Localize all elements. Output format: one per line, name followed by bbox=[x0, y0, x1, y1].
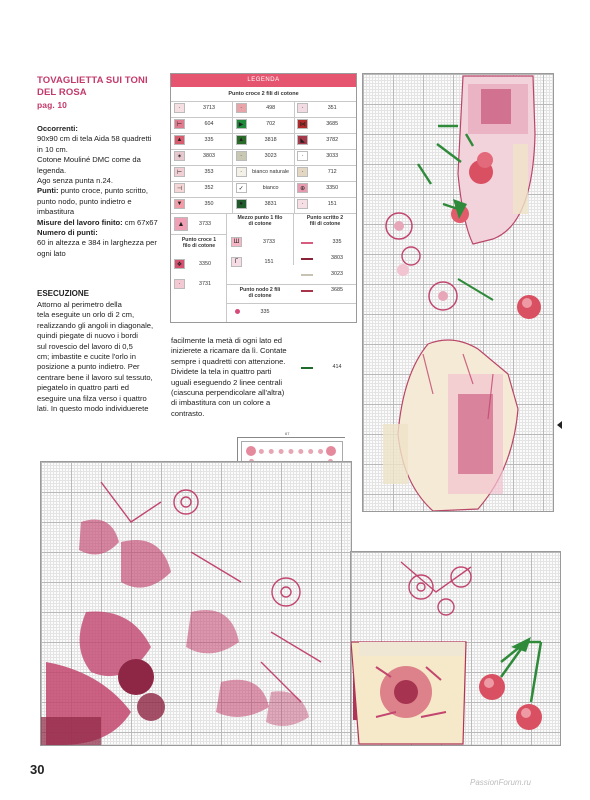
legend-code: 151 bbox=[264, 259, 274, 265]
legend-code: 351 bbox=[327, 105, 337, 111]
execution-line: di imbastitura con un colore a bbox=[171, 398, 271, 408]
legend-symbol bbox=[174, 217, 188, 231]
legend-code: 712 bbox=[327, 169, 337, 175]
legend-swatch-icon: ⊕ bbox=[297, 183, 308, 193]
page-number: 30 bbox=[30, 762, 45, 777]
execution-line: sempre i quadretti con attenzione. bbox=[171, 356, 286, 366]
legend-code: 335 bbox=[332, 239, 342, 245]
execution-col1 bbox=[37, 300, 169, 414]
legend-swatch-icon: · bbox=[297, 167, 308, 177]
page-reference: pag. 10 bbox=[37, 100, 67, 110]
materials-block bbox=[37, 124, 169, 259]
punti-line: punto croce, punto scritto, bbox=[58, 186, 149, 196]
legend-code: bianco naturale bbox=[252, 169, 290, 175]
execution-line: quindi piegate di nuovo i bordi bbox=[37, 331, 138, 341]
occorrenti-line: in 10 cm. bbox=[37, 144, 68, 154]
cross-stitch-heading: Punto croce 2 fili di cotone bbox=[171, 87, 356, 102]
backstitch-heading-line: fili di cotone bbox=[309, 221, 341, 227]
watermark: PassionForum.ru bbox=[470, 778, 531, 787]
backstitch-line-icon bbox=[301, 290, 313, 292]
chart-top-right bbox=[362, 73, 554, 512]
execution-line: contrasto. bbox=[171, 408, 205, 418]
legend-code: 353 bbox=[204, 169, 214, 175]
legend-code: 3818 bbox=[264, 137, 277, 143]
legend-swatch-icon: ▲ bbox=[236, 135, 247, 145]
legend-swatch-icon: · bbox=[297, 199, 308, 209]
legend-swatch-icon: ❖ bbox=[174, 259, 185, 269]
legend-code: 335 bbox=[204, 137, 214, 143]
chart-bottom-left bbox=[40, 461, 352, 746]
knot-heading-line: di cotone bbox=[248, 293, 272, 299]
execution-line: Attorno al perimetro della bbox=[37, 300, 122, 309]
misure-label: Misure del lavoro finito: bbox=[37, 217, 123, 227]
center-arrow-icon bbox=[557, 421, 562, 429]
execution-line: sul rovescio del lavoro di 0,5 bbox=[37, 341, 133, 351]
execution-line: posizione a punto indietro. Per bbox=[37, 362, 140, 372]
backstitch-heading-line: Punto scritto 2 bbox=[306, 215, 344, 221]
backstitch-line-icon bbox=[301, 258, 313, 260]
cross1-heading-line: filo di cotone bbox=[182, 243, 216, 249]
legend-code: 3685 bbox=[331, 287, 343, 293]
occorrenti-line: Cotone Mouliné DMC come da bbox=[37, 155, 141, 165]
legend-swatch-icon: ◣ bbox=[297, 135, 308, 145]
execution-line: (ciascuna perpendicolare all'altra) bbox=[171, 388, 285, 398]
title-line-2: DEL ROSA bbox=[37, 87, 87, 98]
legend-code: 498 bbox=[266, 105, 276, 111]
execution-line: Dividete la tela in quattro parti bbox=[171, 367, 272, 377]
cups-motif bbox=[363, 74, 553, 511]
legend-swatch-icon: ▶ bbox=[236, 119, 247, 129]
legend-code: 604 bbox=[204, 121, 214, 127]
legend-code: 3733 bbox=[199, 221, 211, 227]
legend-code: 3023 bbox=[264, 153, 277, 159]
cross1-heading-line: Punto croce 1 bbox=[181, 237, 217, 243]
legend-swatch-icon: · bbox=[236, 167, 247, 177]
half-heading-line: di cotone bbox=[248, 221, 272, 227]
dim-top: 67 bbox=[285, 431, 290, 436]
execution-line: piegatelo in quattro parti ed bbox=[37, 383, 130, 393]
execution-line: facilmente la metà di ogni lato ed bbox=[171, 336, 283, 345]
execution-line: tela eseguite un orlo di 2 cm, bbox=[37, 310, 135, 320]
legend-swatch-icon: Ш bbox=[231, 237, 242, 247]
swatch-icon: ▲ bbox=[177, 221, 185, 228]
legend-code: 3831 bbox=[264, 201, 277, 207]
legend-code: 3803 bbox=[203, 153, 215, 159]
numero-label: Numero di punti: bbox=[37, 228, 98, 238]
legend-swatch-icon: ⊣ bbox=[174, 183, 185, 193]
legend-title: LEGENDA bbox=[171, 74, 356, 87]
legend-swatch-icon: ▲ bbox=[174, 135, 185, 145]
legend-code: 3731 bbox=[199, 281, 211, 287]
legend-swatch-icon: ✓ bbox=[236, 183, 247, 193]
cross1-heading bbox=[173, 237, 225, 249]
legend-swatch-icon: ⊢ bbox=[174, 167, 185, 177]
numero-line: 60 in altezza e 384 in larghezza per bbox=[37, 238, 157, 248]
chart-bottom-right bbox=[350, 551, 561, 746]
legend-code: 3733 bbox=[263, 239, 275, 245]
legend-code: 151 bbox=[327, 201, 337, 207]
backstitch-line-icon bbox=[301, 274, 313, 276]
mug-motif bbox=[351, 552, 560, 745]
legend-swatch-icon: ⊢ bbox=[174, 119, 185, 129]
article-title bbox=[37, 75, 167, 111]
legend-code: 3350 bbox=[199, 261, 211, 267]
occorrenti-line: 90x90 cm di tela Aida 58 quadretti bbox=[37, 134, 152, 144]
legend-swatch-icon: ▼ bbox=[174, 199, 185, 209]
legend-swatch-icon: · bbox=[297, 103, 308, 113]
half-stitch-heading bbox=[228, 215, 292, 227]
knot-dot-icon bbox=[235, 309, 240, 314]
occorrenti-line: legenda. bbox=[37, 165, 67, 175]
execution-line: lati. In questo modo individuerete bbox=[37, 404, 149, 414]
occorrenti-line: Ago senza punta n.24. bbox=[37, 176, 113, 186]
floral-motif bbox=[41, 462, 351, 745]
legend-code: 3033 bbox=[326, 153, 339, 159]
legend-code: 3023 bbox=[331, 271, 343, 277]
legend-swatch-icon: Г bbox=[231, 257, 242, 267]
legend-code: 352 bbox=[204, 185, 214, 191]
knot-heading-line: Punto nodo 2 fili bbox=[239, 287, 281, 293]
legend-code: 3685 bbox=[326, 121, 339, 127]
execution-col2 bbox=[171, 336, 311, 419]
title-line-1: TOVAGLIETTA SUI TONI bbox=[37, 75, 148, 86]
execution-heading: ESECUZIONE bbox=[37, 289, 90, 298]
knot-heading bbox=[228, 287, 292, 299]
legend-swatch-icon: · bbox=[174, 103, 185, 113]
backstitch-line-icon bbox=[301, 242, 313, 244]
legend-swatch-icon: ✶ bbox=[174, 151, 185, 161]
legend-swatch-icon: ● bbox=[236, 199, 247, 209]
execution-line: cm; imbastite e cucite l'orlo in bbox=[37, 352, 136, 362]
punti-line: punto nodo, punto indietro e bbox=[37, 196, 132, 206]
execution-line: centrare bene il lavoro sul tessuto, bbox=[37, 372, 153, 382]
legend-code: 3350 bbox=[326, 185, 339, 191]
legend-code: 702 bbox=[266, 121, 276, 127]
execution-line: uguali eseguendo 2 linee centrali bbox=[171, 377, 283, 387]
half-heading-line: Mezzo punto 1 filo bbox=[237, 215, 283, 221]
legend-swatch-icon: · bbox=[297, 151, 308, 161]
legend-code: 350 bbox=[204, 201, 214, 207]
legend-code: 3803 bbox=[331, 255, 343, 261]
legend-swatch-icon: · bbox=[174, 279, 185, 289]
occorrenti-label: Occorrenti: bbox=[37, 124, 78, 133]
backstitch-line-icon bbox=[301, 367, 313, 369]
punti-line: imbastitura bbox=[37, 207, 75, 217]
legend-code: 3782 bbox=[326, 137, 339, 143]
legend-swatch-icon: ⋈ bbox=[297, 119, 308, 129]
legend-swatch-icon: · bbox=[236, 103, 247, 113]
legend-code: 414 bbox=[332, 364, 342, 370]
numero-line: ogni lato bbox=[37, 248, 66, 258]
punti-label: Punti: bbox=[37, 186, 59, 196]
legend-swatch-icon: · bbox=[236, 151, 247, 161]
backstitch-heading bbox=[295, 215, 355, 227]
legend-code: 3713 bbox=[203, 105, 215, 111]
knot-code: 335 bbox=[260, 309, 270, 315]
execution-line: eseguire una filza verso i quattro bbox=[37, 393, 147, 403]
misure-value: cm 67x67 bbox=[122, 217, 158, 227]
legend-code: bianco bbox=[262, 185, 279, 191]
execution-line: inizierete a ricamare da lì. Contate bbox=[171, 346, 287, 356]
execution-line: realizzando gli angoli in diagonale, bbox=[37, 320, 154, 330]
cross-stitch-rows bbox=[171, 101, 356, 213]
